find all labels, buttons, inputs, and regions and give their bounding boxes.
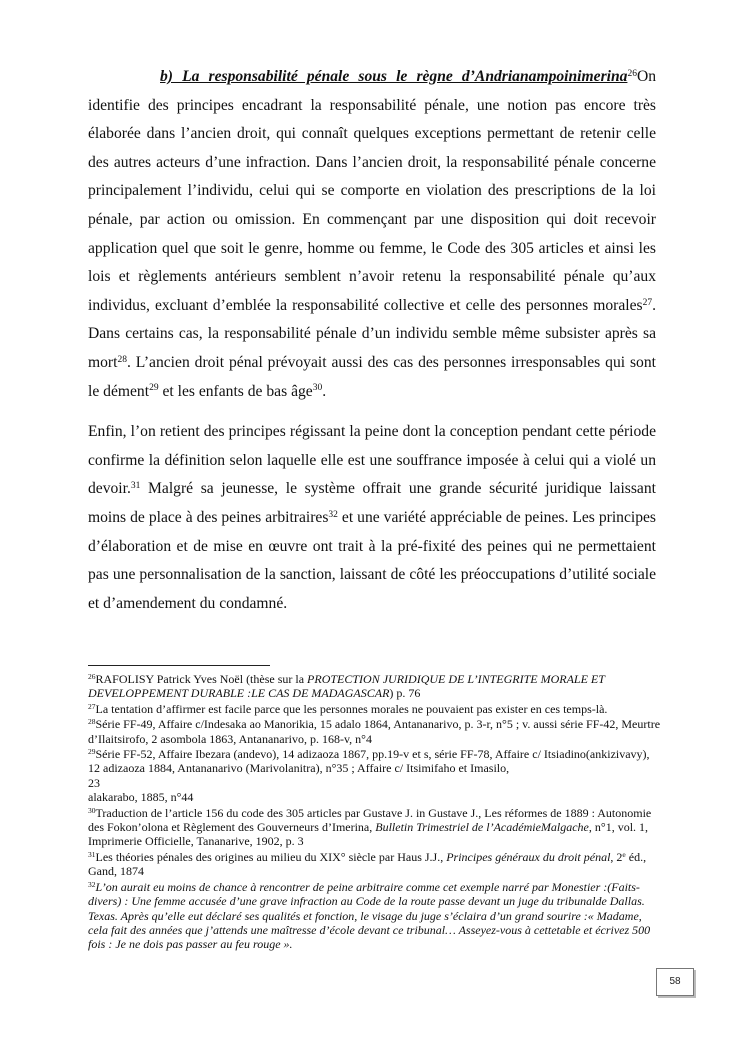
footnote-ref-29[interactable]: 29	[149, 383, 159, 394]
footnote-ref-31[interactable]: 31	[130, 481, 141, 492]
section-heading: b) La responsabilité pénale sous le règne d’Andrianampoinimerina	[160, 68, 628, 85]
footnote-26: $^{26}$RAFOLISY Patrick Yves Noël (thèse sur la PROTECTION JURIDIQUE DE L’INTEGRITE MORALE ET DEVELOPPEMENT DURABLE :LE CAS DE MADAGASCAR) p. 76	[88, 672, 605, 701]
footnote-ref-28[interactable]: 28	[117, 354, 127, 365]
paragraph-1: b) La responsabilité pénale sous le règne d’Andrianampoinimerina$^{26}$On identifie des principes encadrant la responsabilité pénale, une notion pas encore très élaborée dans l’ancien droit, qui connaît quelques exceptions permettant de retenir celle des autres acteurs d’une infraction. Dans l’ancien droit, la responsabilité pénale concerne principalement l’individu, celui qui se comporte en violation des prescriptions de la loi pénale, par action ou omission. En commençant par une disposition qui doit recevoir application quel que soit le genre, homme ou femme, le Code des 305 articles et ainsi les lois et règlements antérieurs semblent n’avoir retenu la responsabilité pénale qu’aux individus, excluant d’emblée la responsabilité collective et celle des personnes morales$^{27}$. Dans certains cas, la responsabilité pénale d’un individu semble même subsister après sa mort$^{28}$. L’ancien droit pénal prévoyait aussi des cas des personnes irresponsables qui sont le dément$^{29}$ et les enfants de bas âge$^{30}$.	[88, 68, 656, 400]
footnote-ref-30[interactable]: 30	[312, 383, 323, 394]
footnote-ref-26[interactable]: 26	[627, 68, 637, 79]
page-number: 58	[656, 968, 694, 996]
footnote-ref-32[interactable]: 32	[328, 509, 338, 520]
main-text	[88, 63, 656, 618]
footnotes	[88, 672, 662, 953]
footnote-29: $^{29}$Série FF-52, Affaire Ibezara (andevo), 14 adizaoza 1867, pp.19-v et s, série FF-78, Affaire c/ Itsiadino(ankizivavy), 12 adizaoza 1884, Antananarivo (Marivolanitra), n°35 ; Affaire c/ Itsimifaho et Imasilo, 23 alakarabo, 1885, n°44	[88, 747, 650, 805]
paragraph-2: Enfin, l’on retient des principes régissant la peine dont la conception pendant cette période confirme la définition selon laquelle elle est une souffrance imposée à celui qui a violé un devoir.$^{31}$ Malgré sa jeunesse, le système offrait une grande sécurité juridique laissant moins de place à des peines arbitraires$^{32}$ et une variété appréciable de peines. Les principes d’élaboration et de mise en œuvre ont trait à la pré-fixité des peines qui ne permettaient pas une personnalisation de la sanction, laissant de côté les préoccupations d’utilité sociale et d’amendement du condamné.	[88, 423, 656, 612]
footnote-ref-27[interactable]: 27	[642, 297, 653, 308]
footnote-31: $^{31}$Les théories pénales des origines au milieu du XIX° siècle par Haus J.J., Principes généraux du droit pénal, 2e éd., Gand, 1874	[88, 849, 647, 879]
footnote-separator	[88, 665, 270, 666]
footnote-27: $^{27}$La tentation d’affirmer est facile parce que les personnes morales ne pouvaient pas exister en ces temps-là.	[88, 701, 608, 716]
footnote-28: $^{28}$Série FF-49, Affaire c/Indesaka ao Manorikia, 15 adalo 1864, Antananarivo, p. 3-r, n°5 ; v. aussi série FF-42, Meurtre d’Ilaitsirofo, 2 asombola 1863, Antananarivo, p. 168-v, n°4	[88, 717, 661, 746]
footnote-30: $^{30}$Traduction de l’article 156 du code des 305 articles par Gustave J. in Gustave J., Les réformes de 1889 : Autonomie des Fokon’olona et Règlement des Gouverneurs d’Imerina, Bulletin Trimestriel de l’AcadémieMalgache, n°1, vol. 1, Imprimerie Officielle, Tananarive, 1902, p. 3	[88, 805, 652, 849]
footnote-32: $^{32}$L’on aurait eu moins de chance à rencontrer de peine arbitraire comme cet exemple narré par Monestier :(Faits-divers) : Une femme accusée d’une grave infraction au Code de la route passe devant un juge du tribunalde Dallas. Texas. Après qu’elle eut déclaré ses qualités et fonction, le visage du juge s’éclaira d’un grand sourire :« Madame, cela fait des années que j’attends une maîtresse d’école devant ce tribunal… Asseyez-vous à cettetable et écrivez 500 fois : Je ne dois pas passer au feu rouge ».	[88, 879, 651, 952]
